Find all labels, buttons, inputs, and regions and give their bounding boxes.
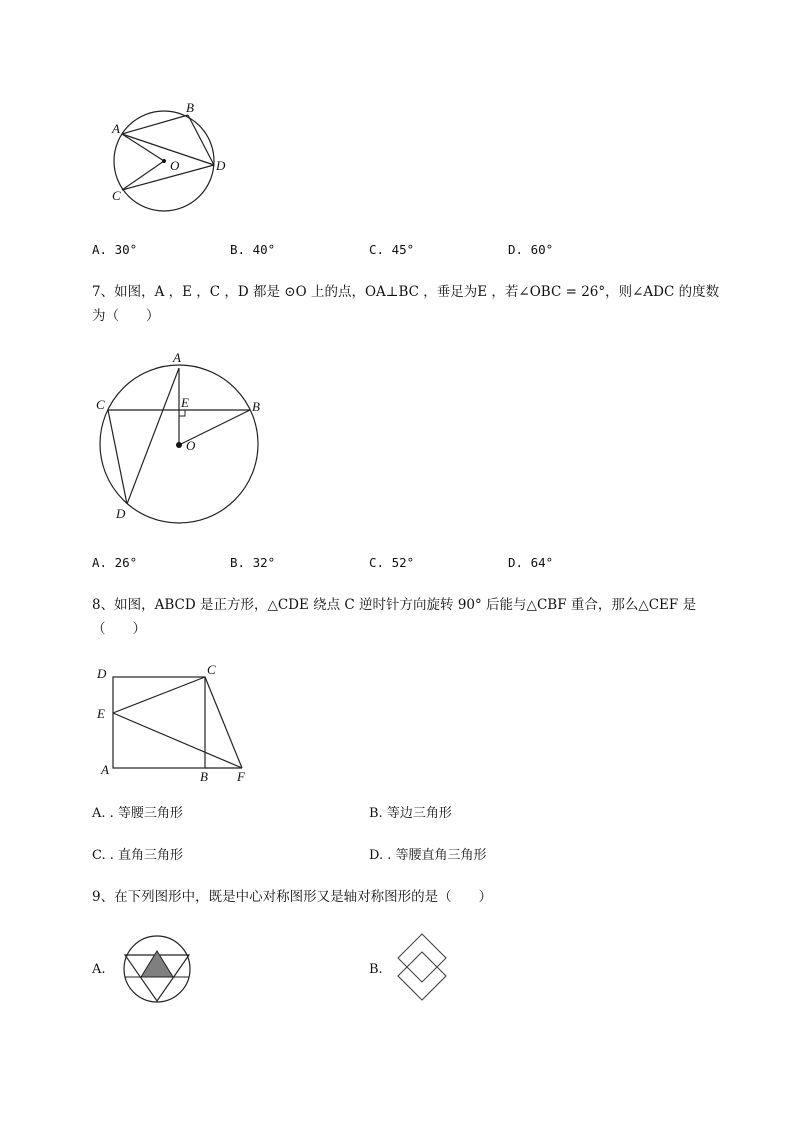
q8-label-D: D [97,666,107,681]
q6-label-D: D [216,158,226,173]
q6-chord-AB [122,115,188,134]
q7-figure [90,348,280,528]
q6-center-dot [162,159,166,163]
q8-label-B: B [200,769,208,784]
q7-label-O: O [186,438,196,453]
q9b-upper-diamond [398,934,446,982]
q9-question: 9、在下列图形中，既是中心对称图形又是轴对称图形的是（ ） [92,889,493,905]
q7-label-B: B [252,399,260,414]
q7-center-dot [176,442,182,448]
q7-line1: 7、如图，A ，E ，C ，D 都是 ⊙O 上的点，OA⊥BC ，垂足为E ，若∠OBC = 26°，则∠ADC 的度数 [92,284,720,300]
q8-figure [92,660,262,790]
q9-option-b-figure [394,932,450,1006]
q8-segment-CE [113,677,205,713]
q9-option-a-figure [120,933,194,1007]
q6-radius-OC [122,161,164,190]
q7-option-d: D. 64° [508,555,554,570]
q8-option-a: A. . 等腰三角形 [92,806,183,821]
q9b-lower-diamond [398,952,446,1000]
q8-option-c: C. . 直角三角形 [92,848,184,863]
q6-label-O: O [170,158,180,173]
q8-label-A: A [101,762,109,777]
q8-question [92,593,742,641]
q7-chord-AD [127,368,179,504]
q8-option-d: D. . 等腰直角三角形 [369,848,487,863]
q6-option-b: B. 40° [230,242,276,257]
q9-option-b-label: B. [369,962,383,977]
q8-line1: 8、如图，ABCD 是正方形，△CDE 绕点 C 逆时针方向旋转 90° 后能与△CBF 重合，那么△CEF 是 [92,597,697,613]
q8-label-E: E [97,706,105,721]
q6-option-c: C. 45° [369,242,415,257]
q7-option-a: A. 26° [92,555,138,570]
q8-option-b: B. 等边三角形 [369,806,452,821]
q6-radius-OA [122,134,164,161]
q7-line2: 为（ ） [92,308,160,324]
q7-question [92,280,742,328]
q7-label-A: A [173,350,181,365]
q7-option-b: B. 32° [230,555,276,570]
q7-label-D: D [116,506,126,521]
q6-chord-CD [122,165,214,190]
q6-label-A: A [112,121,120,136]
q9-option-a-label: A. [92,962,106,977]
q8-square-ABCD [113,677,205,768]
q6-label-C: C [112,188,121,203]
q7-label-E: E [181,395,189,410]
q6-option-a: A. 30° [92,242,138,257]
q8-line2: （ ） [92,621,146,637]
q7-option-c: C. 52° [369,555,415,570]
q8-label-F: F [237,769,245,784]
q6-figure [100,98,240,218]
q6-label-B: B [186,100,194,115]
q6-option-d: D. 60° [508,242,554,257]
q8-label-C: C [207,662,216,677]
q7-right-angle-mark [179,410,185,416]
q7-label-C: C [96,397,105,412]
q7-chord-CD [108,410,127,504]
